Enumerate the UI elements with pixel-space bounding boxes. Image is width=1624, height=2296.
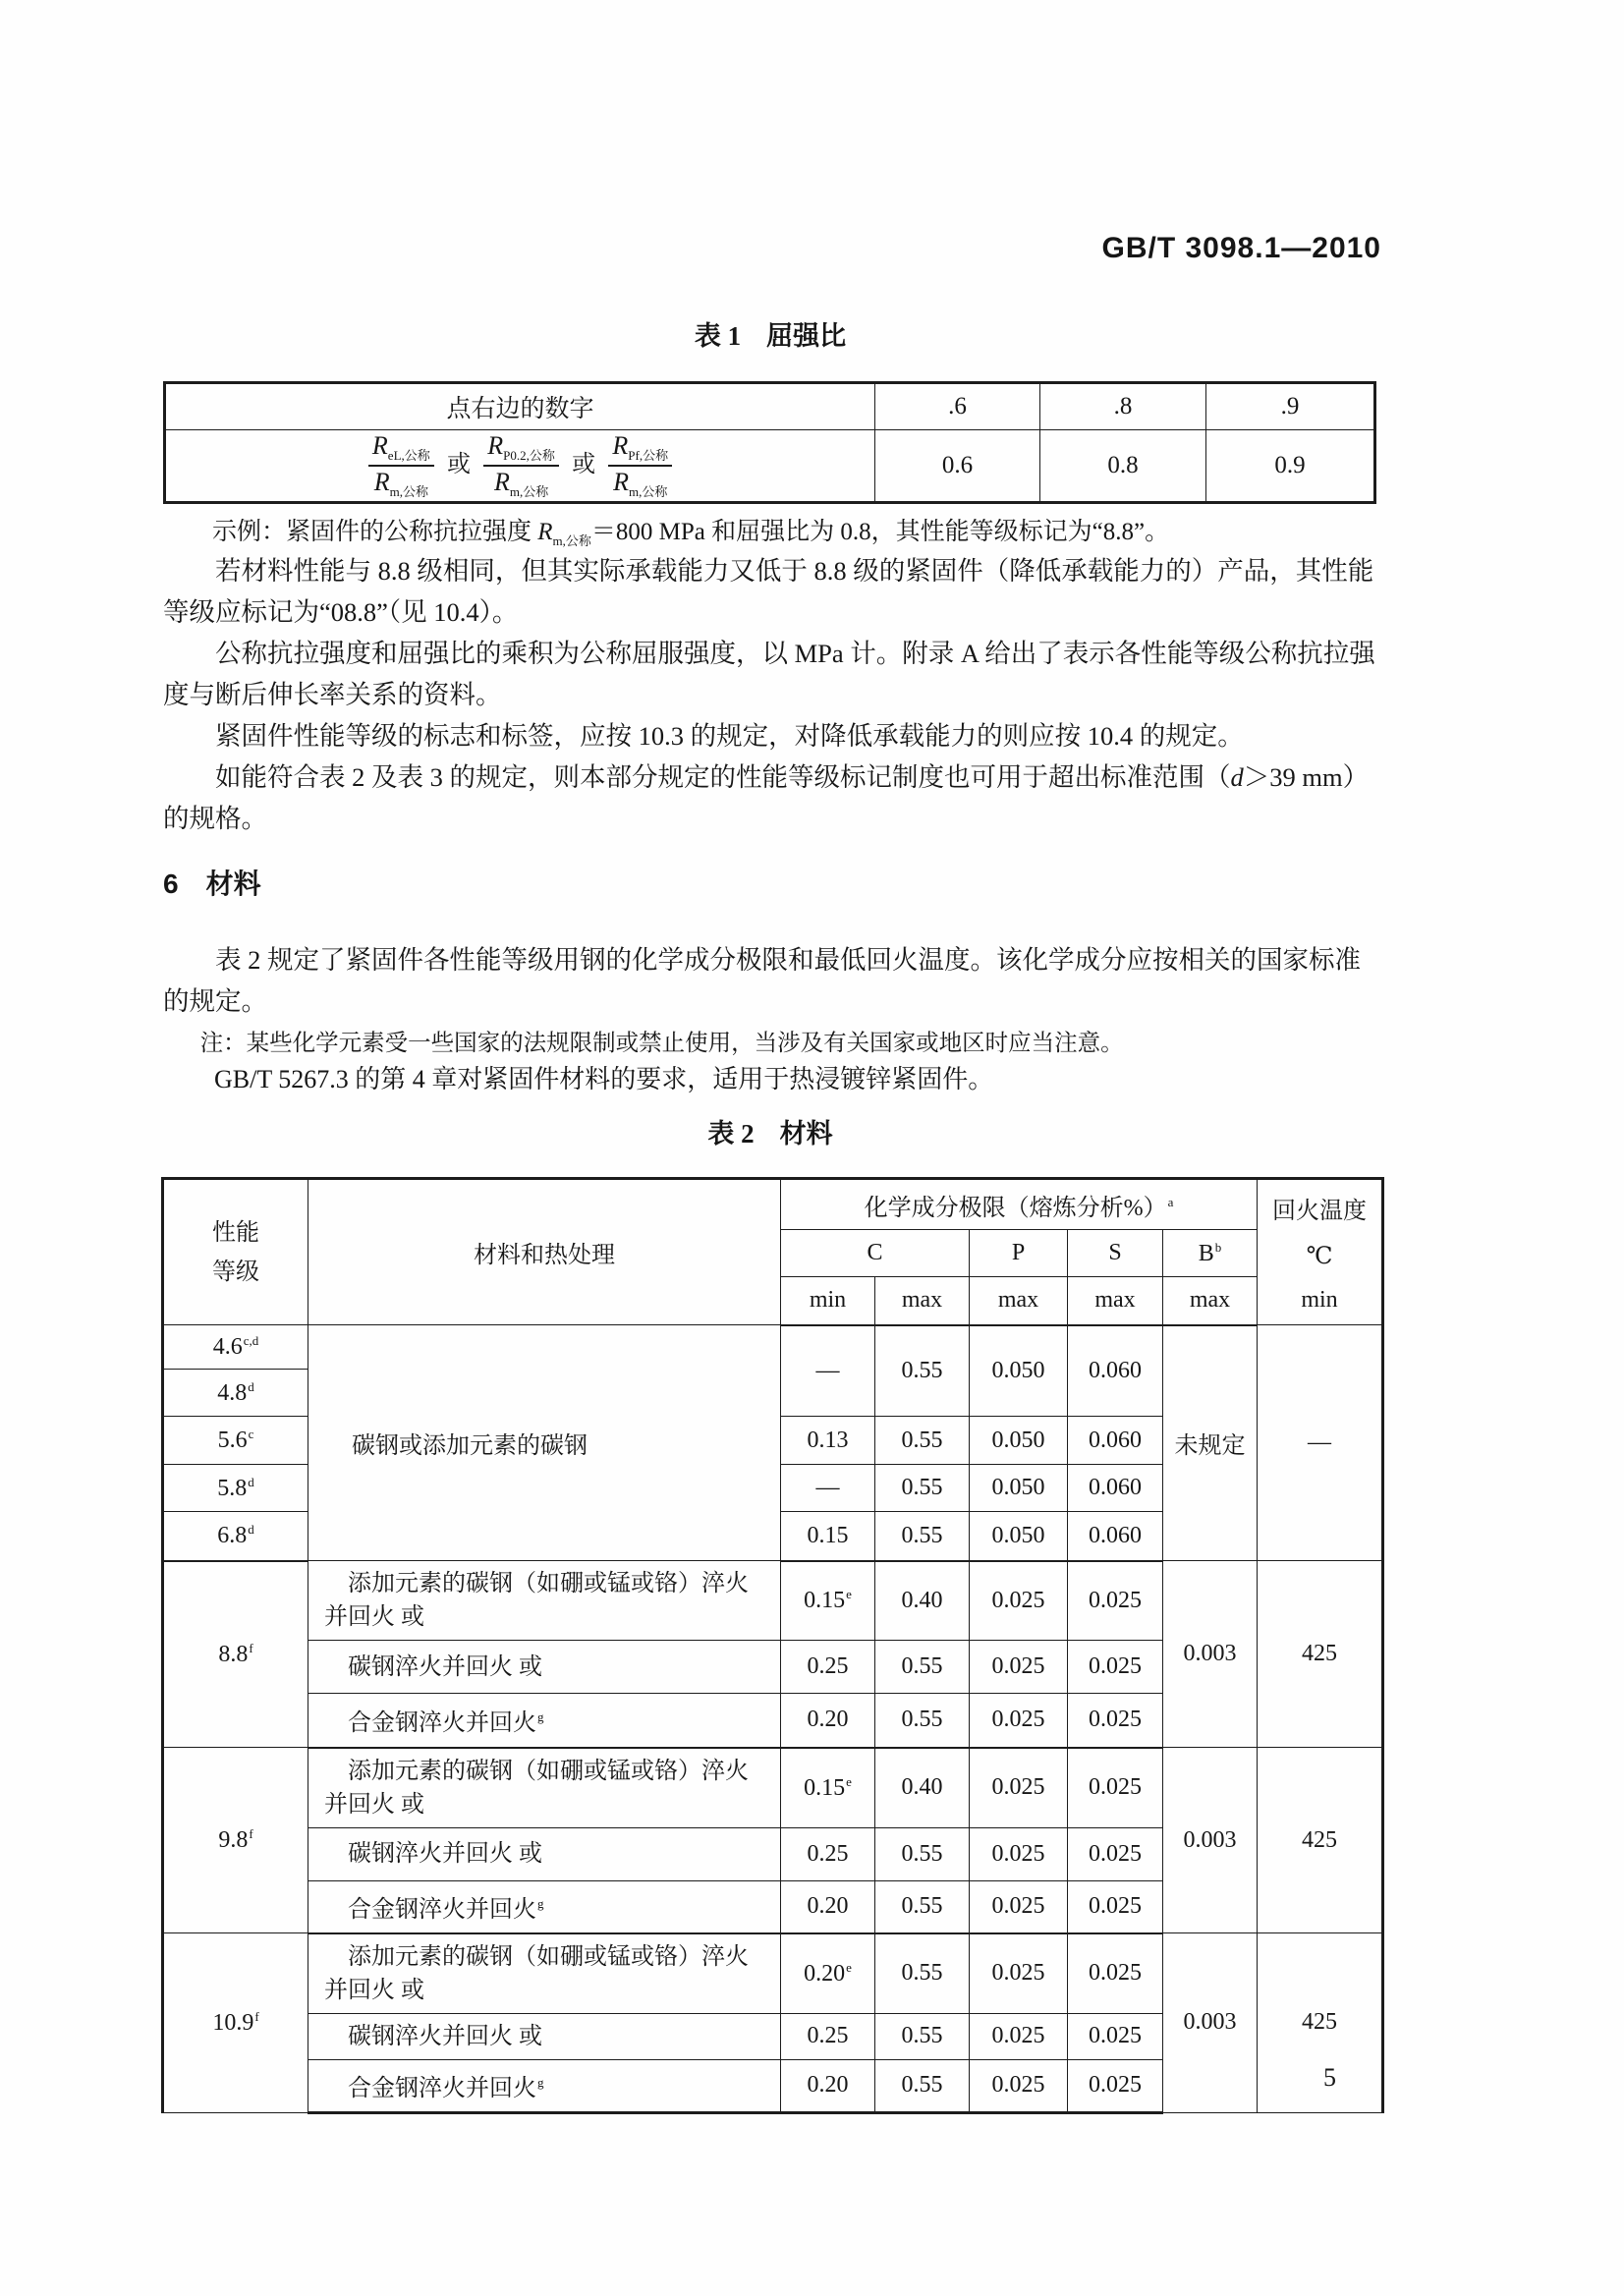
cmin-cell: 0.13 (781, 1417, 875, 1465)
material-cell: 碳钢或添加元素的碳钢 (308, 1325, 781, 1561)
or-word: 或 (447, 451, 472, 477)
cmax-cell: 0.55 (875, 2059, 970, 2112)
b-cell: 0.003 (1163, 1561, 1258, 1748)
p-cell: 0.025 (970, 2013, 1068, 2059)
s-cell: 0.060 (1068, 1325, 1163, 1417)
paragraph: 紧固件性能等级的标志和标签，应按 10.3 的规定，对降低承载能力的则应按 10.4 的规定。 (215, 721, 1244, 751)
table-header-row (163, 1179, 1383, 1230)
s-cell: 0.025 (1068, 2013, 1163, 2059)
table2-caption (163, 1112, 1377, 1150)
material-cell: 合金钢淬火并回火$^g$ (308, 1694, 781, 1748)
minmax-header: max (1163, 1277, 1258, 1325)
grade-cell: 5.6$^c$ (163, 1417, 308, 1465)
table-row (165, 430, 1375, 503)
grade-cell: 5.8$^d$ (163, 1465, 308, 1512)
cmin-cell: 0.20 (781, 2059, 875, 2112)
p-cell: 0.025 (970, 2059, 1068, 2112)
s-cell: 0.025 (1068, 1933, 1163, 2014)
paragraph: 公称抗拉强度和屈强比的乘积为公称屈服强度，以 MPa 计。附录 A 给出了表示各性能等级公称抗拉强度与断后伸长率关系的资料。 (163, 639, 1375, 709)
element-p-header: P (970, 1230, 1068, 1277)
p-cell: 0.025 (970, 1641, 1068, 1694)
material-cell: 合金钢淬火并回火$^g$ (308, 1880, 781, 1933)
table-row (163, 1748, 1383, 1828)
table1-header-value: .9 (1206, 383, 1375, 430)
temper-cell: — (1258, 1325, 1383, 1561)
p-cell: 0.025 (970, 1694, 1068, 1748)
p-cell: 0.050 (970, 1512, 1068, 1561)
or-word: 或 (572, 451, 596, 477)
table1-caption-title: 屈强比 (766, 321, 847, 351)
section6-heading (163, 863, 261, 902)
s-cell: 0.025 (1068, 1641, 1163, 1694)
cmin-cell: 0.25 (781, 1827, 875, 1880)
cmax-cell: 0.55 (875, 1465, 970, 1512)
table2-caption-label: 表 2 (707, 1119, 755, 1148)
cmax-cell: 0.55 (875, 1641, 970, 1694)
p-cell: 0.025 (970, 1880, 1068, 1933)
s-cell: 0.025 (1068, 1827, 1163, 1880)
cmax-cell: 0.55 (875, 1694, 970, 1748)
reference-line: GB/T 5267.3 的第 4 章对紧固件材料的要求，适用于热浸镀锌紧固件。 (214, 1065, 994, 1093)
element-c-header: C (781, 1230, 970, 1277)
cmin-cell: 0.20 (781, 1880, 875, 1933)
table-row (163, 1933, 1383, 2014)
material-cell: 添加元素的碳钢（如硼或锰或铬）淬火并回火 或 (308, 1561, 781, 1641)
section-number: 6 (163, 868, 179, 899)
cmax-cell: 0.40 (875, 1561, 970, 1641)
element-b-header: $B^b$ (1163, 1230, 1258, 1277)
cmax-cell: 0.55 (875, 1417, 970, 1465)
fraction-rel: $\frac{R_{eL,公称}}{R_{m,公称}}$ (368, 431, 434, 500)
p-cell: 0.025 (970, 1561, 1068, 1641)
cmax-cell: 0.55 (875, 1933, 970, 2014)
page-number: 5 (1323, 2063, 1336, 2092)
temper-cell: 425 (1258, 1748, 1383, 1933)
table2-caption-title: 材料 (779, 1119, 833, 1148)
material-cell: 碳钢淬火并回火 或 (308, 1827, 781, 1880)
note-line: 注：某些化学元素受一些国家的法规限制或禁止使用，当涉及有关国家或地区时应当注意。 (199, 1031, 1124, 1056)
cmin-cell: 0.15e (781, 1748, 875, 1828)
paragraph: 若材料性能与 8.8 级相同，但其实际承载能力又低于 8.8 级的紧固件（降低承载能力的）产品，其性能等级应标记为“08.8”（见 10.4）。 (163, 556, 1374, 627)
example-line: 示例：紧固件的公称抗拉强度 $R_{m,公称}=800$ MPa 和屈强比为 0.8，其性能等级标记为“8.8”。 (212, 519, 1170, 548)
p-cell: 0.050 (970, 1465, 1068, 1512)
table1-value: 0.8 (1040, 430, 1206, 503)
material-cell: 添加元素的碳钢（如硼或锰或铬）淬火并回火 或 (308, 1933, 781, 2014)
p-cell: 0.025 (970, 1827, 1068, 1880)
grade-cell: 10.9$^f$ (163, 1933, 308, 2113)
s-cell: 0.025 (1068, 1561, 1163, 1641)
paragraph: 表 2 规定了紧固件各性能等级用钢的化学成分极限和最低回火温度。该化学成分应按相关的国家标准的规定。 (163, 945, 1361, 1016)
cmin-cell: 0.20e (781, 1933, 875, 2014)
material-cell: 添加元素的碳钢（如硼或锰或铬）淬火并回火 或 (308, 1748, 781, 1828)
table1-value: 0.9 (1206, 430, 1375, 503)
table1-formula-cell (165, 430, 875, 503)
table1-yield-ratio (163, 381, 1376, 504)
s-cell: 0.025 (1068, 2059, 1163, 2112)
p-cell: 0.050 (970, 1325, 1068, 1417)
section-title: 材料 (205, 868, 261, 899)
chem-group-header: 化学成分极限（熔炼分析%）$^a$ (781, 1179, 1258, 1230)
cmax-cell: 0.55 (875, 1325, 970, 1417)
material-cell: 合金钢淬火并回火$^g$ (308, 2059, 781, 2112)
grade-column-header: 性能 等级 (163, 1179, 308, 1325)
cmin-cell: 0.25 (781, 1641, 875, 1694)
grade-cell: 4.6$^{c,d}$ (163, 1325, 308, 1370)
b-cell: 未规定 (1163, 1325, 1258, 1561)
cmin-cell: 0.20 (781, 1694, 875, 1748)
cmax-cell: 0.40 (875, 1748, 970, 1828)
paragraph: 如能符合表 2 及表 3 的规定，则本部分规定的性能等级标记制度也可用于超出标准范围（d＞39 mm）的规格。 (163, 762, 1370, 833)
table-row (165, 383, 1375, 430)
grade-cell: 4.8$^d$ (163, 1370, 308, 1417)
s-cell: 0.025 (1068, 1880, 1163, 1933)
section6-paragraph (163, 939, 1377, 1022)
element-s-header: S (1068, 1230, 1163, 1277)
cmin-cell: 0.15e (781, 1561, 875, 1641)
cmin-cell: 0.15 (781, 1512, 875, 1561)
cmin-cell: — (781, 1465, 875, 1512)
b-cell: 0.003 (1163, 1933, 1258, 2113)
table1-header-value: .8 (1040, 383, 1206, 430)
table-row (163, 1325, 1383, 1370)
cmax-cell: 0.55 (875, 2013, 970, 2059)
s-cell: 0.060 (1068, 1512, 1163, 1561)
minmax-header: max (875, 1277, 970, 1325)
s-cell: 0.025 (1068, 1748, 1163, 1828)
table1-header-value: .6 (875, 383, 1040, 430)
p-cell: 0.050 (970, 1417, 1068, 1465)
material-column-header: 材料和热处理 (308, 1179, 781, 1325)
fraction-rp02: $\frac{R_{P0.2,公称}}{R_{m,公称}}$ (483, 431, 559, 500)
cmax-cell: 0.55 (875, 1880, 970, 1933)
grade-cell: 8.8$^f$ (163, 1561, 308, 1748)
s-cell: 0.060 (1068, 1465, 1163, 1512)
s-cell: 0.060 (1068, 1417, 1163, 1465)
material-cell: 碳钢淬火并回火 或 (308, 1641, 781, 1694)
minmax-header: max (1068, 1277, 1163, 1325)
cmax-cell: 0.55 (875, 1827, 970, 1880)
table1-caption-label: 表 1 (694, 321, 742, 351)
temper-cell: 425 (1258, 1933, 1383, 2113)
temper-column-header: 回火温度 ℃ min (1258, 1179, 1383, 1325)
minmax-header: max (970, 1277, 1068, 1325)
b-cell: 0.003 (1163, 1748, 1258, 1933)
fraction-rpf: $\frac{R_{Pf,公称}}{R_{m,公称}}$ (608, 431, 672, 500)
cmin-cell: 0.25 (781, 2013, 875, 2059)
table2-materials (161, 1177, 1384, 2114)
p-cell: 0.025 (970, 1748, 1068, 1828)
s-cell: 0.025 (1068, 1694, 1163, 1748)
table1-caption (163, 314, 1377, 353)
cmin-cell: — (781, 1325, 875, 1417)
p-cell: 0.025 (970, 1933, 1068, 2014)
minmax-header: min (781, 1277, 875, 1325)
temper-cell: 425 (1258, 1561, 1383, 1748)
cmax-cell: 0.55 (875, 1512, 970, 1561)
table-row (163, 1561, 1383, 1641)
table1-header-label: 点右边的数字 (165, 383, 875, 430)
body-paragraphs (163, 550, 1377, 839)
grade-cell: 9.8$^f$ (163, 1748, 308, 1933)
doc-number: GB/T 3098.1—2010 (1101, 232, 1381, 264)
material-cell: 碳钢淬火并回火 或 (308, 2013, 781, 2059)
variable-d: d (1230, 762, 1244, 792)
table1-value: 0.6 (875, 430, 1040, 503)
grade-cell: 6.8$^d$ (163, 1512, 308, 1561)
